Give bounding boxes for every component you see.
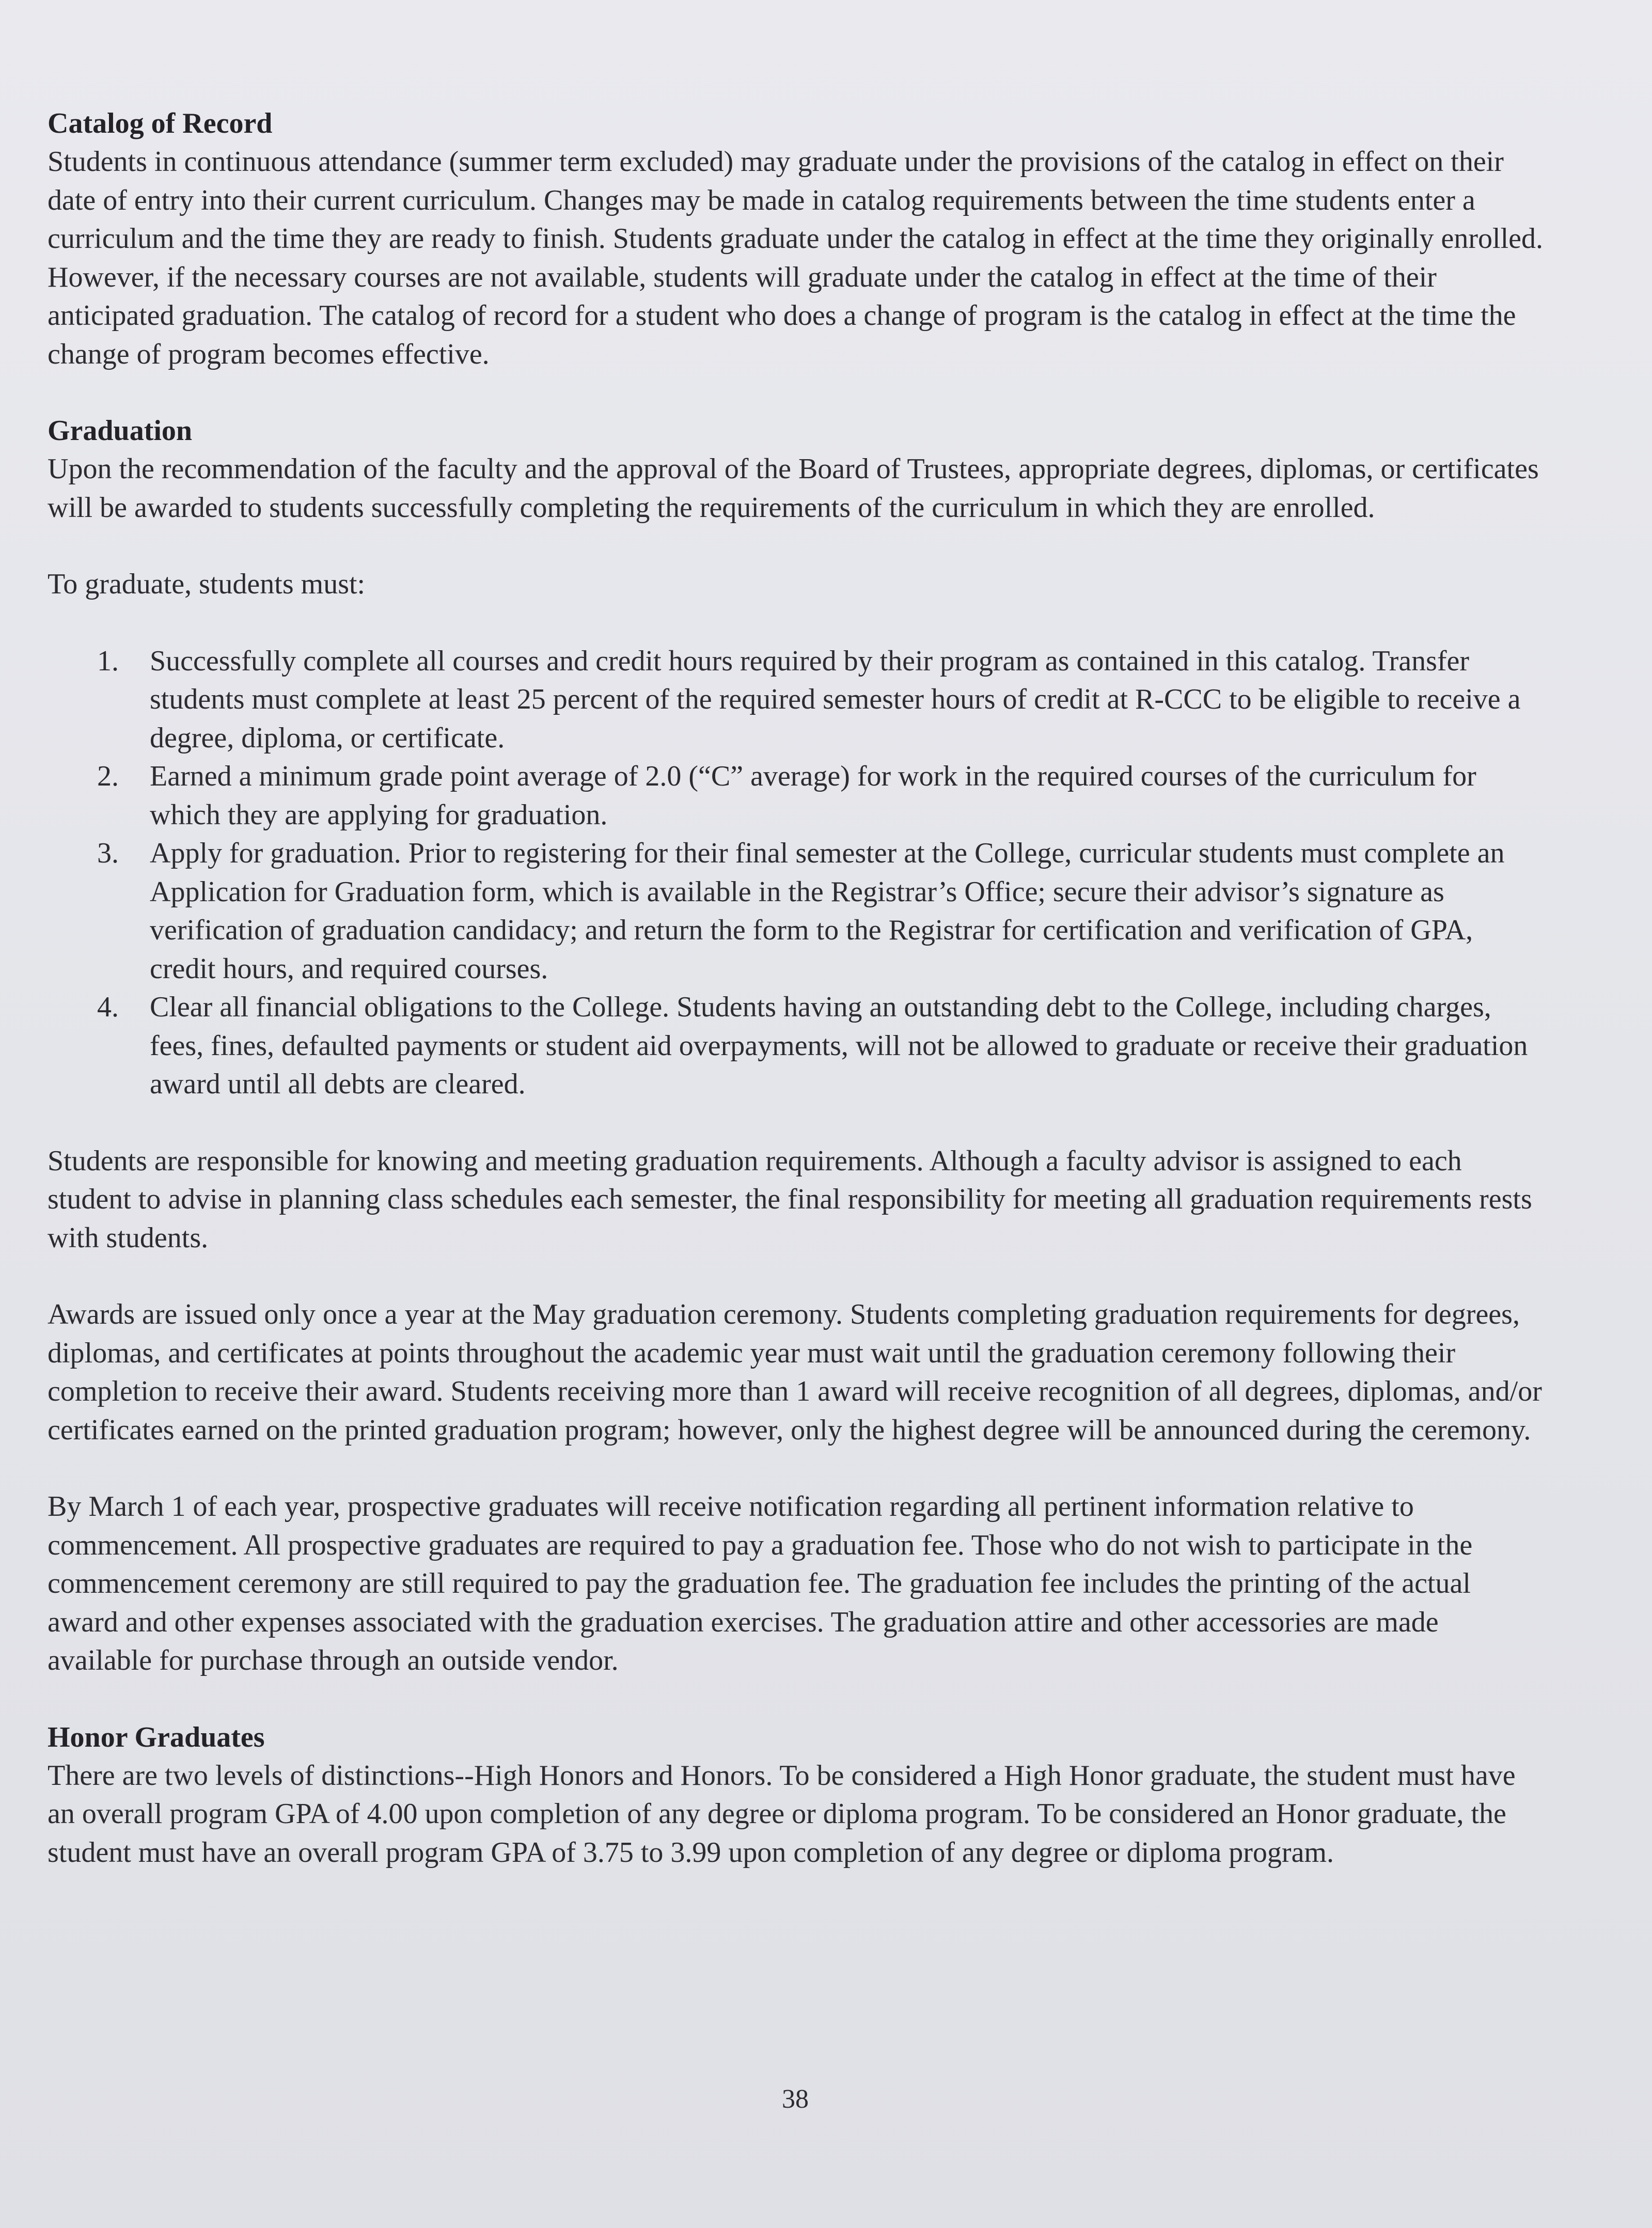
graduation-commencement-text: By March 1 of each year, prospective graduates will receive notification regarding all pertinent information relative to commencement. All prospective graduates are required to pay a graduation fee. Those who do not wish to participate in the commencement ceremony are still required to pay the graduation fee. The graduation fee includes the printing of the actual award and other expenses associated with the graduation exercises. The graduation attire and other accessories are made available for purchase through an outside vendor. xyxy=(48,1490,1473,1676)
spacer xyxy=(48,1449,1545,1487)
graduation-heading: Graduation xyxy=(48,415,193,447)
graduation-awards-text: Awards are issued only once a year at the May graduation ceremony. Students completing graduation requirements for degrees, diplomas, and certificates at points throughout the academic year must wait until the graduation ceremony following their completion to receive their award. Students receiving more than 1 award will receive recognition of all degrees, diplomas, and/or certificates earned on the printed graduation program; however, only the highest degree will be announced during the ceremony. xyxy=(48,1298,1542,1446)
honor-graduates-heading: Honor Graduates xyxy=(48,1721,265,1753)
graduation-responsibility-text: Students are responsible for knowing and meeting graduation requirements. Although a faculty advisor is assigned to each student to advise in planning class schedules each semester, the final responsibility for meeting all graduation requirements rests with students. xyxy=(48,1144,1532,1254)
list-item xyxy=(48,642,1545,758)
list-item-number: 4. xyxy=(97,991,119,1023)
list-item xyxy=(48,834,1545,988)
list-item-text: Clear all financial obligations to the College. Students having an outstanding debt to the College, including charges, fees, fines, defaulted payments or student aid overpayments, will not be allowed to graduate or receive their graduation award until all debts are cleared. xyxy=(150,991,1528,1100)
list-item xyxy=(48,988,1545,1104)
list-item-text: Earned a minimum grade point average of 2.0 (“C” average) for work in the required courses of the curriculum for which they are applying for graduation. xyxy=(150,760,1476,831)
page-number: 38 xyxy=(782,2084,809,2114)
spacer xyxy=(48,1104,1545,1142)
spacer xyxy=(48,373,1545,412)
list-item-number: 1. xyxy=(97,645,119,677)
list-item-text: Successfully complete all courses and credit hours required by their program as contained in this catalog. Transfer students must complete at least 25 percent of the required semester hours of credit at R-CCC to be eligible to receive a degree, diploma, or certificate. xyxy=(150,645,1521,754)
catalog-of-record-text: Students in continuous attendance (summer term excluded) may graduate under the provisions of the catalog in effect on their date of entry into their current curriculum. Changes may be made in catalog requirements between the time students enter a curriculum and the time they are ready to finish. Students graduate under the catalog in effect at the time they originally enrolled. However, if the necessary courses are not available, students will graduate under the catalog in effect at the time of their anticipated graduation. The catalog of record for a student who does a change of program is the catalog in effect at the time the change of program becomes effective. xyxy=(48,146,1543,370)
list-item xyxy=(48,757,1545,834)
honor-graduates-text: There are two levels of distinctions--High Honors and Honors. To be considered a High Honor graduate, the student must have an overall program GPA of 4.00 upon completion of any degree or diploma program. To be considered an Honor graduate, the student must have an overall program GPA of 3.75 to 3.99 upon completion of any degree or diploma program. xyxy=(48,1759,1516,1869)
page-content xyxy=(48,104,1545,1872)
graduation-requirements-lead: To graduate, students must: xyxy=(48,568,366,600)
graduation-requirements-list xyxy=(48,642,1545,1104)
spacer xyxy=(48,1680,1545,1718)
spacer xyxy=(48,1257,1545,1295)
list-item-number: 2. xyxy=(97,760,119,792)
list-item-text: Apply for graduation. Prior to registering for their final semester at the College, curricular students must complete an Application for Graduation form, which is available in the Registrar’s Office; secure their advisor’s signature as verification of graduation candidacy; and return the form to the Registrar for certification and verification of GPA, credit hours, and required courses. xyxy=(150,837,1505,985)
catalog-of-record-heading: Catalog of Record xyxy=(48,107,273,139)
graduation-intro-text: Upon the recommendation of the faculty and the approval of the Board of Trustees, appropriate degrees, diplomas, or certificates will be awarded to students successfully completing the requirements of the curriculum in which they are enrolled. xyxy=(48,453,1539,524)
list-item-number: 3. xyxy=(97,837,119,869)
spacer xyxy=(48,527,1545,565)
